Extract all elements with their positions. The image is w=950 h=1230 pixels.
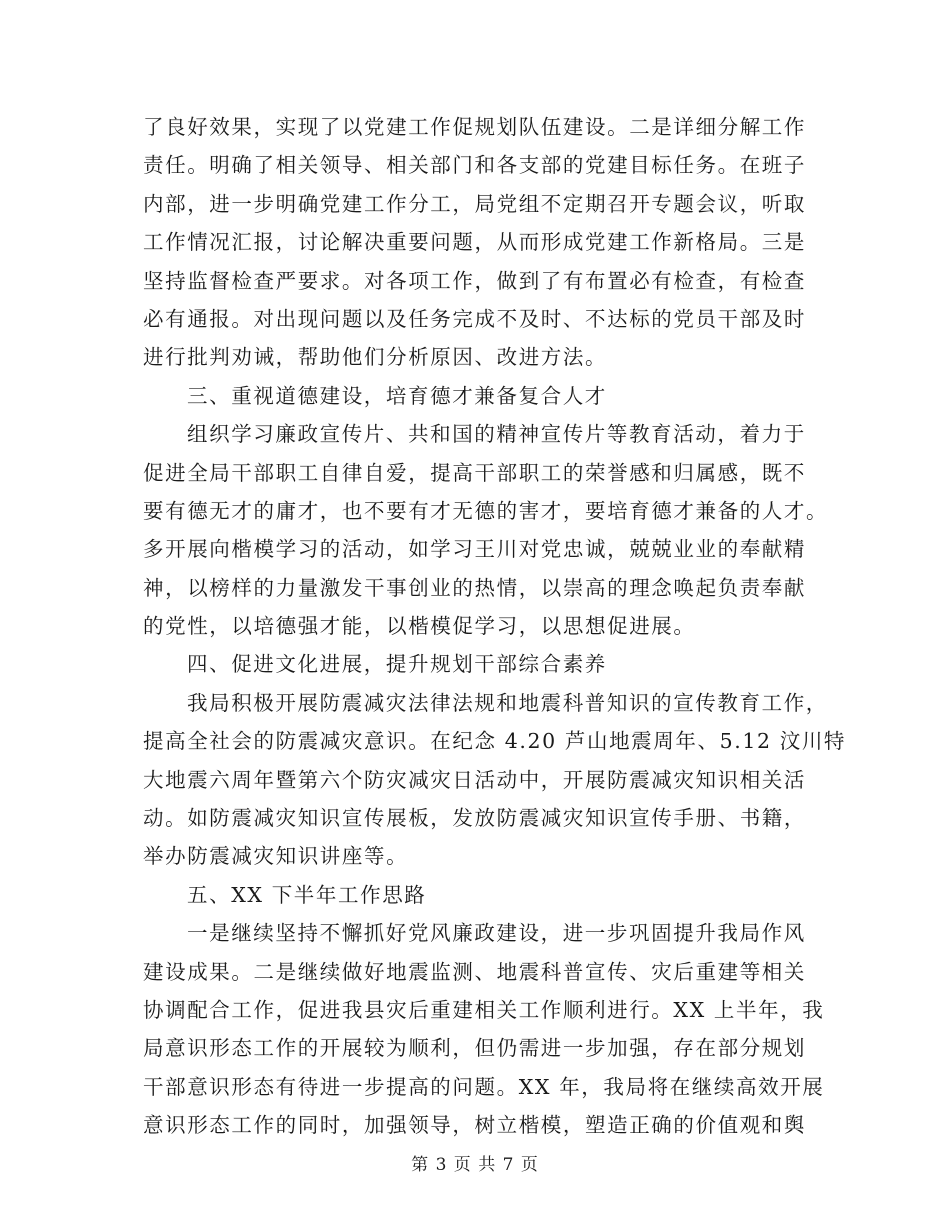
text-line: 促进全局干部职工自律自爱，提高干部职工的荣誉感和归属感，既不 [143, 460, 806, 485]
text-line: 举办防震减灾知识讲座等。 [143, 844, 409, 869]
text-line: 局意识形态工作的开展较为顺利，但仍需进一步加强，存在部分规划 [143, 1036, 806, 1061]
text-line: 的党性，以培德强才能，以楷模促学习，以思想促进展。 [143, 614, 696, 639]
text-line: 意识形态工作的同时，加强领导，树立楷模，塑造正确的价值观和舆 [143, 1113, 806, 1138]
text-line: 组织学习廉政宣传片、共和国的精神宣传片等教育活动，着力于 [187, 422, 806, 447]
text-line: 动。如防震减灾知识宣传展板，发放防震减灾知识宣传手册、书籍， [143, 806, 806, 831]
section-heading-3: 三、重视道德建设，培育德才兼备复合人才 [187, 383, 607, 408]
text-line: 提高全社会的防震减灾意识。在纪念 4.20 芦山地震周年、5.12 汶川特 [143, 729, 847, 754]
text-line: 建设成果。二是继续做好地震监测、地震科普宣传、灾后重建等相关 [143, 959, 806, 984]
text-line: 大地震六周年暨第六个防灾减灾日活动中，开展防震减灾知识相关活 [143, 767, 806, 792]
text-line: 责任。明确了相关领导、相关部门和各支部的党建目标任务。在班子 [143, 153, 806, 178]
text-line: 我局积极开展防震减灾法律法规和地震科普知识的宣传教育工作， [187, 690, 828, 715]
text-line: 必有通报。对出现问题以及任务完成不及时、不达标的党员干部及时 [143, 306, 806, 331]
text-line: 神，以榜样的力量激发干事创业的热情，以崇高的理念唤起负责奉献 [143, 575, 806, 600]
text-line: 多开展向楷模学习的活动，如学习王川对党忠诚，兢兢业业的奉献精 [143, 537, 806, 562]
text-line: 了良好效果，实现了以党建工作促规划队伍建设。二是详细分解工作 [143, 115, 806, 139]
page-number: 第 3 页 共 7 页 [411, 1155, 539, 1175]
text-line: 干部意识形态有待进一步提高的问题。XX 年，我局将在继续高效开展 [143, 1074, 825, 1099]
text-line: 工作情况汇报，讨论解决重要问题，从而形成党建工作新格局。三是 [143, 230, 806, 255]
text-line: 坚持监督检查严要求。对各项工作，做到了有布置必有检查，有检查 [143, 268, 806, 293]
text-line: 内部，进一步明确党建工作分工，局党组不定期召开专题会议，听取 [143, 191, 806, 216]
text-line: 一是继续坚持不懈抓好党风廉政建设，进一步巩固提升我局作风 [187, 921, 806, 946]
section-heading-4: 四、促进文化进展，提升规划干部综合素养 [187, 652, 607, 677]
text-line: 协调配合工作，促进我县灾后重建相关工作顺利进行。XX 上半年，我 [143, 997, 825, 1022]
text-line: 进行批判劝诫，帮助他们分析原因、改进方法。 [143, 345, 608, 370]
body-text [143, 108, 847, 1145]
section-heading-5: 五、XX 下半年工作思路 [187, 882, 427, 907]
text-line: 要有德无才的庸才，也不要有才无德的害才，要培育德才兼备的人才。 [143, 498, 829, 523]
